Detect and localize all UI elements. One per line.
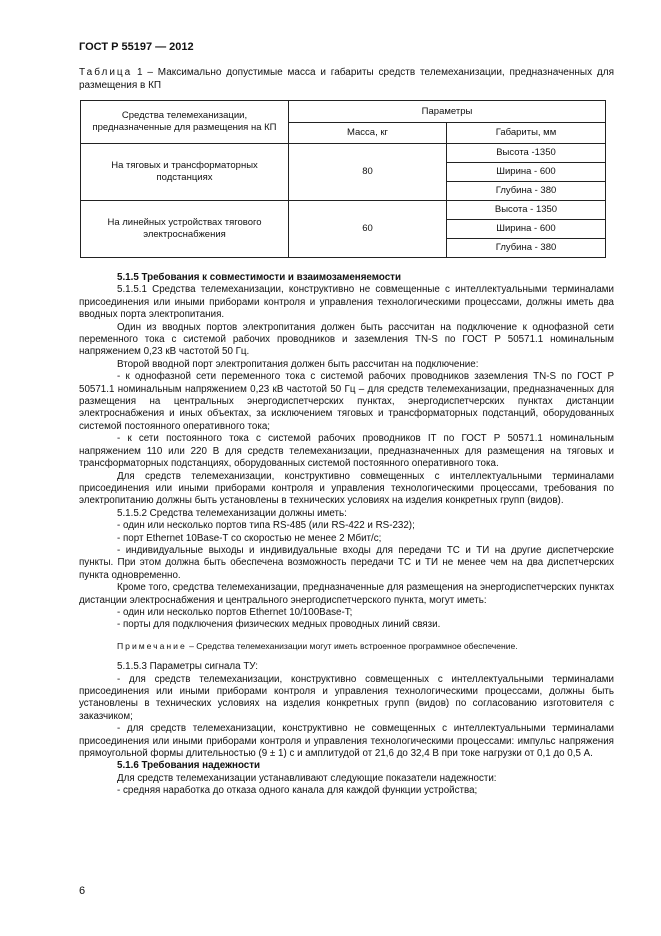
table-header-equipment: Средства телемеханизации, предназначенные для размещения на КП [81, 101, 289, 144]
list-item: - для средств телемеханизации, конструктивно совмещенных с интеллектуальными терминалами присоединения или иными приборами контроля и управления технологическими процессами, должны быть установлены в технических условиях на изделия конкретных групп (видов) по согласованию изготовителя с заказчиком; [79, 673, 614, 722]
page-number: 6 [79, 885, 86, 897]
paragraph: Кроме того, средства телемеханизации, предназначенные для размещения на энергодиспетчерских пунктах дистанции электроснабжения и центрального энергодиспетчерского пункта, могут иметь: [79, 582, 614, 606]
section-heading: 5.1.5 Требования к совместимости и взаимозаменяемости [117, 272, 401, 283]
body-text [79, 272, 614, 798]
list-item: - порт Ethernet 10Base-T со скоростью не менее 2 Мбит/с; [117, 532, 382, 544]
table-row-dim: Ширина - 600 [447, 163, 606, 182]
paragraph: Один из вводных портов электропитания должен быть рассчитан на подключение к однофазной сети переменного тока с системой рабочих проводников и заземления TN-S по ГОСТ Р 50571.1 номинальным напряжением 0,23 кВ частотой 50 Гц. [79, 321, 614, 358]
table-row-dim: Ширина - 600 [447, 220, 606, 239]
list-item: - средняя наработка до отказа одного канала для каждой функции устройства; [117, 785, 478, 797]
table-row-name: На линейных устройствах тягового электроснабжения [81, 201, 289, 258]
section-heading: 5.1.6 Требования надежности [117, 760, 261, 772]
table-row-mass: 80 [289, 144, 447, 201]
table-row-dim: Высота - 1350 [447, 201, 606, 220]
table-row-name: На тяговых и трансформаторных подстанциях [81, 144, 289, 201]
list-item: - один или несколько портов Ethernet 10/100Base-T; [117, 606, 353, 618]
note-label: Примечание [117, 640, 187, 651]
table-row-dim: Глубина - 380 [447, 182, 606, 201]
note-text: – Средства телемеханизации могут иметь встроенное программное обеспечение. [186, 640, 518, 651]
table-header-params: Параметры [289, 101, 606, 123]
table-caption-text: 1 – Максимально допустимые масса и габариты средств телемеханизации, предназначенных для размещения в КП [79, 67, 614, 91]
parameters-table [80, 100, 606, 258]
list-item: - к сети постоянного тока с системой рабочих проводников IT по ГОСТ Р 50571.1 номинальным напряжением 110 или 220 В для средств телемеханизации, предназначенных для размещения на тяговых и трансформаторных подстанциях, оборудованных системой постоянного оперативного тока. [79, 433, 614, 470]
paragraph: 5.1.5.1 Средства телемеханизации, конструктивно не совмещенные с интеллектуальными терминалами присоединения или иными приборами контроля и управления технологическими процессами, должны иметь два вводных порта электропитания. [79, 284, 614, 321]
paragraph: 5.1.5.2 Средства телемеханизации должны иметь: [117, 507, 347, 519]
list-item: - один или несколько портов типа RS-485 (или RS-422 и RS-232); [117, 520, 415, 532]
list-item: - порты для подключения физических медных проводных линий связи. [117, 619, 441, 631]
document-header: ГОСТ Р 55197 — 2012 [79, 41, 194, 53]
paragraph: Второй вводной порт электропитания должен быть рассчитан на подключение: [117, 358, 479, 370]
table-caption-label: Таблица [79, 67, 133, 78]
paragraph: Для средств телемеханизации, конструктивно совмещенных с интеллектуальными терминалами присоединения или иными приборами контроля и управления технологическими процессами, требования по электропитанию должны быть установлены в технических условиях на изделия конкретных групп (видов). [79, 470, 614, 507]
table-header-dims: Габариты, мм [447, 123, 606, 144]
note [79, 640, 614, 652]
table-row-dim: Высота -1350 [447, 144, 606, 163]
table-caption [79, 66, 614, 92]
paragraph: 5.1.5.3 Параметры сигнала ТУ: [117, 661, 259, 673]
paragraph: Для средств телемеханизации устанавливают следующие показатели надежности: [117, 772, 497, 784]
list-item: - для средств телемеханизации, конструктивно не совмещенных с интеллектуальными терминалами присоединения или иными приборами контроля и управления технологическими процессами: импульс напряжения прямоугольной формы длительностью (9 ± 1) с и амплитудой от 21,6 до 32,4 В при токе нагрузки от 0,1 до 0,5 А. [79, 723, 614, 760]
list-item: - к однофазной сети переменного тока с системой рабочих проводников заземления TN-S по ГОСТ Р 50571.1 номинальным напряжением 0,23 кВ частотой 50 Гц – для средств телемеханизации, предназначенных для размещения на центральных энергодиспетчерских пунктах, энергодиспетчерских пунктах дистанции электроснабжения и иных объектах, за исключением тяговых и трансформаторных подстанций, оборудованных системой постоянного оперативного тока; [79, 371, 614, 432]
list-item: - индивидуальные выходы и индивидуальные входы для передачи ТС и ТИ на другие диспетчерские пункты. При этом должна быть обеспечена возможность передачи ТС и ТИ не менее чем на два диспетчерских пункта одновременно. [79, 544, 614, 581]
table-header-mass: Масса, кг [289, 123, 447, 144]
table-row-dim: Глубина - 380 [447, 239, 606, 258]
table-row-mass: 60 [289, 201, 447, 258]
